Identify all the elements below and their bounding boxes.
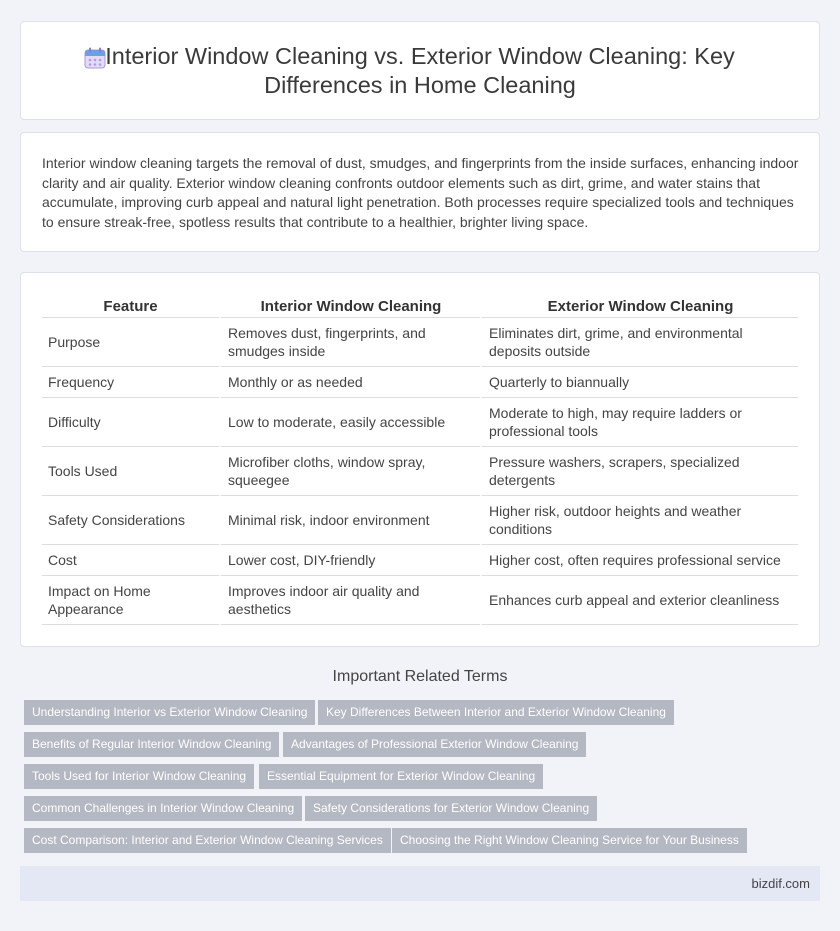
related-tag[interactable]: Safety Considerations for Exterior Window Cleaning — [305, 796, 597, 821]
related-tag[interactable]: Benefits of Regular Interior Window Cleaning — [24, 732, 279, 757]
exterior-cell: Moderate to high, may require ladders or professional tools — [480, 398, 798, 447]
related-tag[interactable]: Cost Comparison: Interior and Exterior Window Cleaning Services — [24, 828, 391, 853]
column-header-feature: Feature — [42, 296, 219, 318]
comparison-card — [20, 272, 820, 647]
related-tag[interactable]: Tools Used for Interior Window Cleaning — [24, 764, 254, 789]
table-row — [42, 318, 798, 367]
related-tag[interactable]: Essential Equipment for Exterior Window Cleaning — [259, 764, 543, 789]
interior-cell: Improves indoor air quality and aesthetics — [219, 576, 480, 625]
interior-cell: Lower cost, DIY-friendly — [219, 545, 480, 576]
related-terms-heading: Important Related Terms — [332, 668, 508, 685]
feature-cell: Cost — [42, 545, 219, 576]
table-row — [42, 447, 798, 496]
table-row — [42, 398, 798, 447]
interior-cell: Microfiber cloths, window spray, squeegee — [219, 447, 480, 496]
related-tag[interactable]: Key Differences Between Interior and Exterior Window Cleaning — [318, 700, 674, 725]
related-tag[interactable]: Common Challenges in Interior Window Cleaning — [24, 796, 302, 821]
related-tag[interactable]: Understanding Interior vs Exterior Window Cleaning — [24, 700, 315, 725]
feature-cell: Impact on Home Appearance — [42, 576, 219, 625]
table-row — [42, 367, 798, 398]
exterior-cell: Higher cost, often requires professional service — [480, 545, 798, 576]
title-card — [20, 21, 820, 120]
feature-cell: Difficulty — [42, 398, 219, 447]
interior-cell: Minimal risk, indoor environment — [219, 496, 480, 545]
exterior-cell: Higher risk, outdoor heights and weather conditions — [480, 496, 798, 545]
footer-bar — [20, 866, 820, 901]
feature-cell: Safety Considerations — [42, 496, 219, 545]
exterior-cell: Pressure washers, scrapers, specialized detergents — [480, 447, 798, 496]
intro-paragraph: Interior window cleaning targets the removal of dust, smudges, and fingerprints from the inside surfaces, enhancing indoor clarity and air quality. Exterior window cleaning confronts outdoor elements such as dirt, grime, and water stains that accumulate, improving curb appeal and natural light penetration. Both processes require specialized tools and techniques to ensure streak-free, spotless results that contribute to a healthier, brighter living space. — [42, 155, 799, 230]
interior-cell: Monthly or as needed — [219, 367, 480, 398]
feature-cell: Tools Used — [42, 447, 219, 496]
related-tag[interactable]: Advantages of Professional Exterior Window Cleaning — [283, 732, 586, 757]
footer-brand[interactable]: bizdif.com — [751, 876, 810, 891]
interior-cell: Removes dust, fingerprints, and smudges inside — [219, 318, 480, 367]
table-header-row — [42, 296, 798, 318]
table-row — [42, 496, 798, 545]
feature-cell: Purpose — [42, 318, 219, 367]
column-header-interior: Interior Window Cleaning — [219, 296, 480, 318]
feature-cell: Frequency — [42, 367, 219, 398]
intro-card — [20, 132, 820, 252]
exterior-cell: Quarterly to biannually — [480, 367, 798, 398]
comparison-table — [42, 296, 798, 625]
exterior-cell: Enhances curb appeal and exterior cleanliness — [480, 576, 798, 625]
table-row — [42, 545, 798, 576]
related-tag[interactable]: Choosing the Right Window Cleaning Service for Your Business — [392, 828, 747, 853]
interior-cell: Low to moderate, easily accessible — [219, 398, 480, 447]
table-row — [42, 576, 798, 625]
exterior-cell: Eliminates dirt, grime, and environmental deposits outside — [480, 318, 798, 367]
column-header-exterior: Exterior Window Cleaning — [480, 296, 798, 318]
page-title: Interior Window Cleaning vs. Exterior Window Cleaning: Key Differences in Home Cleaning — [105, 42, 735, 98]
